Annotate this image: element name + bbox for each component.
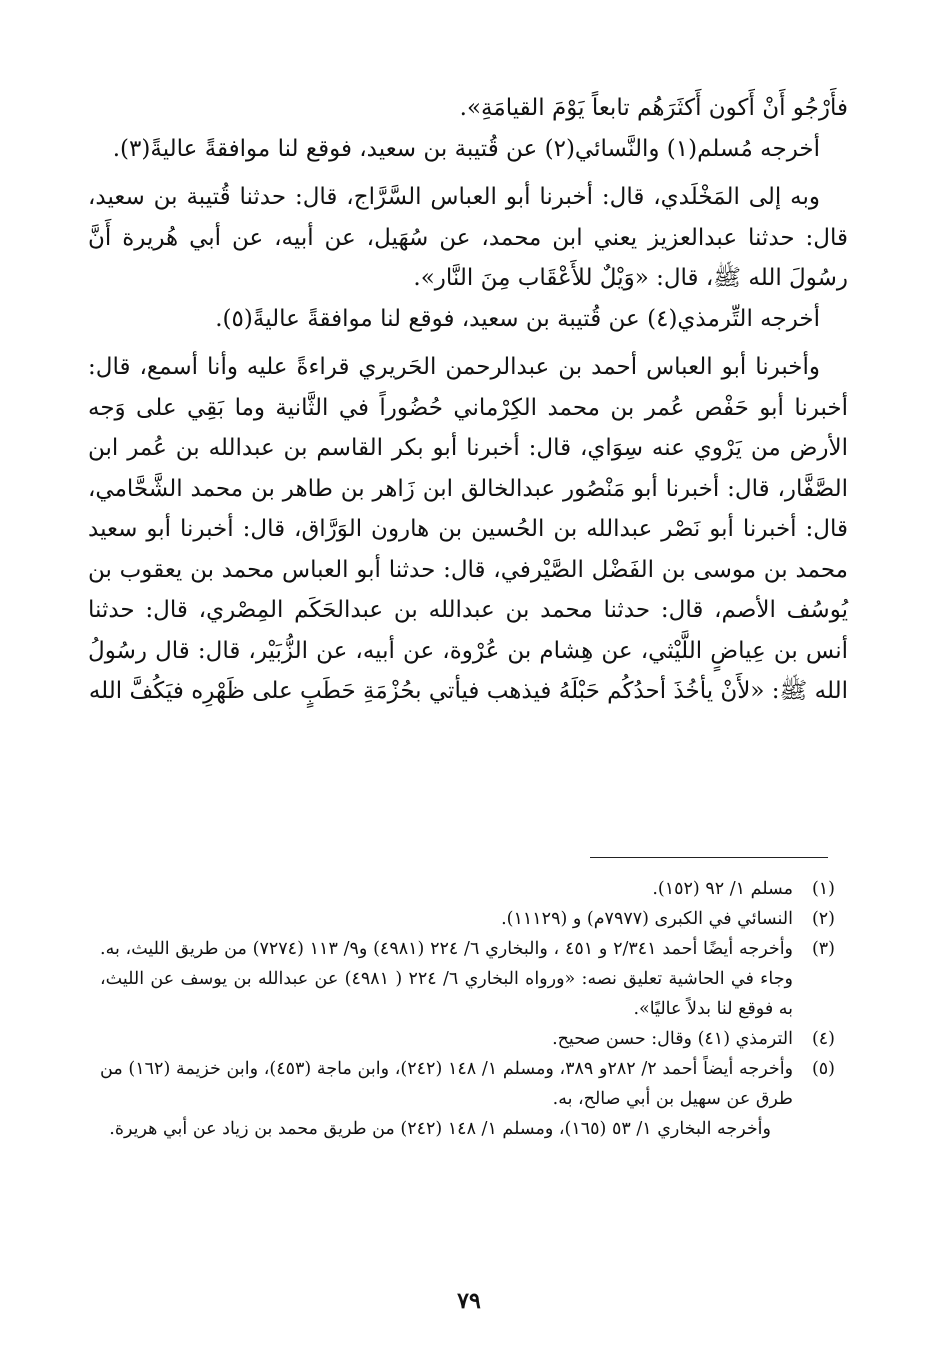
footnote-4	[100, 1024, 835, 1054]
footnote-continuation-text: وأخرجه البخاري ١/ ٥٣ (١٦٥)، ومسلم ١/ ١٤٨ (٢٤٢) من طريق محمد بن زياد عن أبي هريرة.	[109, 1119, 771, 1139]
footnote-number: (٤)	[811, 1029, 835, 1049]
footnote-number: (٣)	[811, 939, 835, 959]
footnote-text: الترمذي (٤١) وقال: حسن صحيح.	[552, 1029, 793, 1049]
paragraph-takhrij-2: أخرجه التِّرمذي(٤) عن قُتيبة بن سعيد، فوقع لنا موافقةً عاليةً(٥).	[215, 305, 820, 332]
footnote-divider	[590, 857, 828, 858]
footnote-3	[100, 934, 835, 1024]
footnote-text: وأخرجه أيضاً أحمد ٢/ ٢٨٢و ٣٨٩، ومسلم ١/ ١٤٨ (٢٤٢)، وابن ماجة (٤٥٣)، وابن خزيمة (١٦٢) من طرق عن سهيل بن أبي صالح، به.	[100, 1059, 794, 1109]
footnote-text: مسلم ١/ ٩٢ (١٥٢).	[652, 879, 793, 899]
paragraph-hadith-ending: فأَرْجُو أَنْ أَكون أَكثَرَهُم تابعاً يَوْمَ القيامَةِ».	[459, 95, 848, 121]
footnote-1	[100, 874, 835, 904]
footnote-number: (٢)	[811, 909, 835, 929]
main-text-body	[88, 88, 848, 712]
footnote-text: النسائي في الكبرى (٧٩٧٧م) و (١١١٢٩).	[501, 909, 793, 929]
footnote-5-continuation	[100, 1114, 835, 1144]
footnote-number: (١)	[811, 879, 835, 899]
footnote-2	[100, 904, 835, 934]
footnotes	[100, 874, 835, 1144]
paragraph-hadith-3: وأخبرنا أبو العباس أحمد بن عبدالرحمن الحَريري قراءةً عليه وأنا أسمع، قال: أخبرنا أبو حَفْص عُمر بن محمد الكِرْماني حُضُوراً في الثَّانية وما بَقِي على وَجه الأرض من يَرْوي عنه سِوَاي، قال: أخبرنا أبو بكر القاسم بن عبدالله بن عُمر ابن الصَّفَّار، قال: أخبرنا أبو مَنْصُور عبدالخالق ابن زَاهر بن طاهر بن محمد الشَّحَّامي، قال: أخبرنا أبو نَصْر عبدالله بن الحُسين بن هارون الوَرَّاق، قال: أخبرنا أبو سعيد محمد بن موسى بن الفَضْل الصَّيْرفي، قال: حدثنا أبو العباس محمد بن يعقوب بن يُوسُف الأصم، قال: حدثنا محمد بن عبدالله بن عبدالحَكَم المِصْري، قال: حدثنا أنس بن عِياضٍ اللَّيْثي، عن هِشام بن عُرْوة، عن أبيه، عن الزُّبَيْر، قال: قال رسُولُ الله ﷺ: «لأَنْ يأخُذَ أحدُكُم حَبْلَهُ فيذهب فيأتي بحُزْمَةِ حَطَبٍ على ظَهْرِه فيَكُفَّ الله	[88, 354, 848, 704]
paragraph-takhrij-1: أخرجه مُسلم(١) والنَّسائي(٢) عن قُتيبة بن سعيد، فوقع لنا موافقةً عاليةً(٣).	[112, 135, 820, 162]
footnote-text: وأخرجه أيضًا أحمد ٢/٣٤١ و ٤٥١ ، والبخاري ٦/ ٢٢٤ (٤٩٨١) و٩/ ١١٣ (٧٢٧٤) من طريق الليث، به. وجاء في الحاشية تعليق نصه: «ورواه البخاري ٦/ ٢٢٤ ( ٤٩٨١) عن عبدالله بن يوسف عن الليث، به فوقع لنا بدلاً عاليًا».	[100, 939, 794, 1019]
footnote-number: (٥)	[811, 1059, 835, 1079]
page-number: ٧٩	[457, 1288, 481, 1314]
footnote-5	[100, 1054, 835, 1114]
paragraph-hadith-2: وبه إلى المَخْلَدي، قال: أخبرنا أبو العباس السَّرَّاج، قال: حدثنا قُتيبة بن سعيد، قال: حدثنا عبدالعزيز يعني ابن محمد، عن سُهَيل، عن أبيه، عن أبي هُريرة أَنَّ رسُولَ الله ﷺ، قال: «وَيْلٌ للأَعْقَاب مِنَ النَّار».	[88, 184, 848, 291]
